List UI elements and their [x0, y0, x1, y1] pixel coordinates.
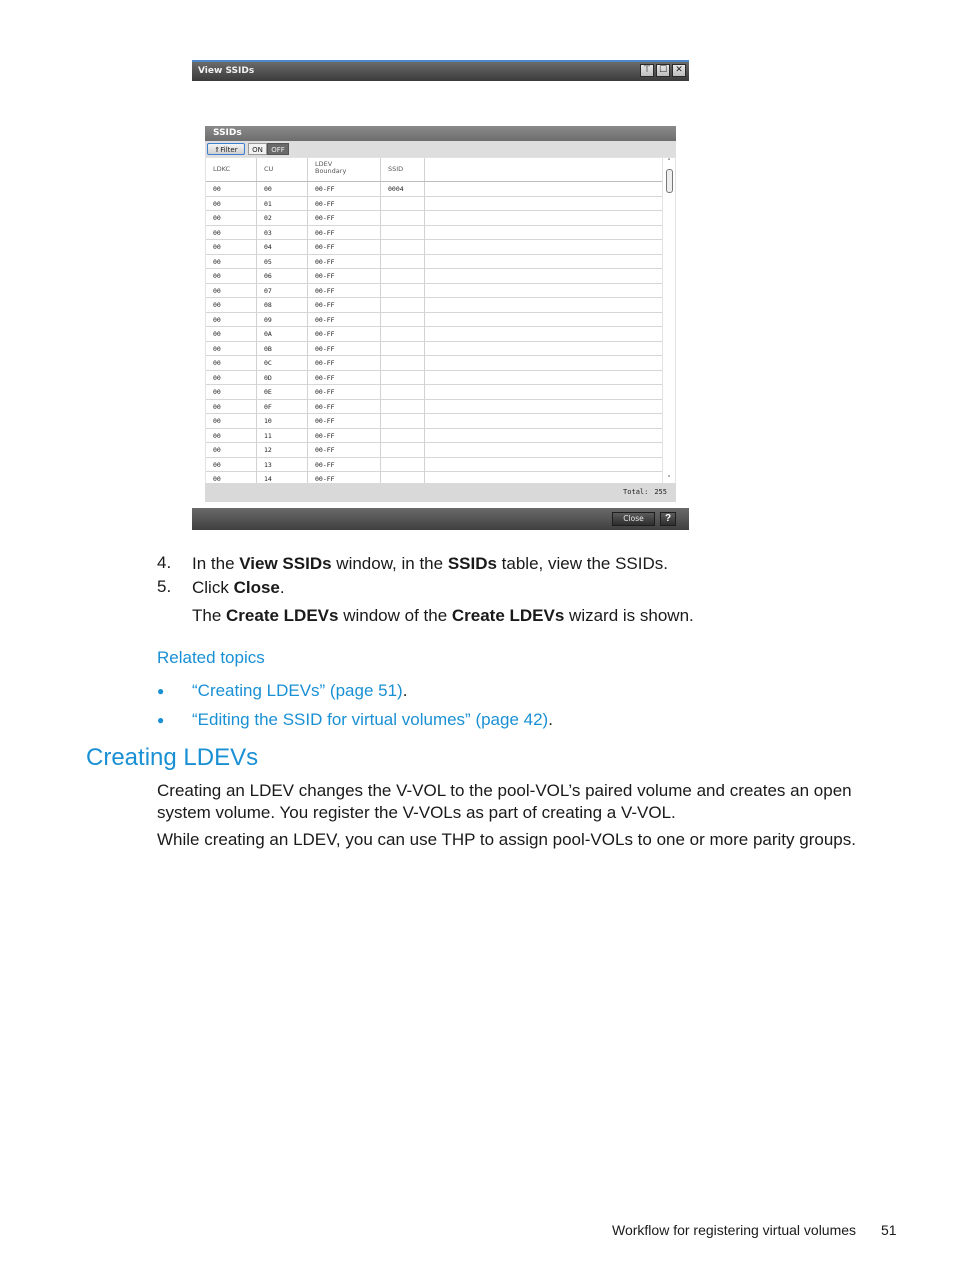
step-number: 4.: [157, 553, 172, 572]
table-cell: 0B: [257, 342, 308, 356]
section-title: Creating LDEVs: [86, 744, 259, 771]
ssids-panel: [205, 126, 676, 502]
column-header-ldev-boundary[interactable]: LDEV Boundary: [308, 158, 381, 181]
filter-off-toggle[interactable]: OFF: [267, 143, 289, 155]
table-cell: 00-FF: [308, 327, 381, 341]
section-paragraph-2: While creating an LDEV, you can use THP to assign pool-VOLs to one or more parity groups.: [157, 830, 856, 849]
column-header-ldkc[interactable]: LDKC: [206, 158, 257, 181]
table-cell: 00: [206, 458, 257, 472]
table-cell-empty: [425, 284, 662, 298]
table-row[interactable]: [206, 327, 662, 342]
table-row[interactable]: [206, 356, 662, 371]
table-row[interactable]: [206, 269, 662, 284]
table-cell: [381, 240, 425, 254]
table-cell: 0E: [257, 385, 308, 399]
table-cell: 00-FF: [308, 298, 381, 312]
related-link-editing-ssid[interactable]: “Editing the SSID for virtual volumes” (page 42): [192, 710, 549, 729]
table-cell: [381, 327, 425, 341]
table-cell: 00-FF: [308, 400, 381, 414]
table-row[interactable]: [206, 385, 662, 400]
table-cell: [381, 400, 425, 414]
table-cell: 00: [206, 226, 257, 240]
table-row[interactable]: [206, 342, 662, 357]
table-cell: 00: [206, 211, 257, 225]
table-cell-empty: [425, 414, 662, 428]
table-cell: [381, 313, 425, 327]
table-cell-empty: [425, 371, 662, 385]
total-value: 255: [654, 488, 667, 496]
table-cell: 0C: [257, 356, 308, 370]
related-topics-heading: Related topics: [157, 648, 265, 667]
table-cell: 09: [257, 313, 308, 327]
table-cell: [381, 284, 425, 298]
table-cell: 00-FF: [308, 342, 381, 356]
table-cell: [381, 298, 425, 312]
table-cell: 00-FF: [308, 356, 381, 370]
related-link-item: “Creating LDEVs” (page 51).: [192, 681, 408, 700]
table-cell-empty: [425, 356, 662, 370]
table-cell: 00-FF: [308, 284, 381, 298]
related-link-item: “Editing the SSID for virtual volumes” (page 42).: [192, 710, 553, 729]
table-cell: 0A: [257, 327, 308, 341]
table-cell: [381, 255, 425, 269]
table-row[interactable]: [206, 182, 662, 197]
filter-on-toggle[interactable]: ON: [248, 143, 267, 155]
table-cell-empty: [425, 443, 662, 457]
close-icon[interactable]: ✕: [672, 64, 686, 77]
table-row[interactable]: [206, 284, 662, 299]
table-cell: 00: [206, 313, 257, 327]
table-cell: 00: [206, 327, 257, 341]
window-footer: [192, 508, 689, 530]
table-cell: 00: [206, 356, 257, 370]
table-cell: 00: [206, 284, 257, 298]
table-cell: 00-FF: [308, 385, 381, 399]
table-cell: [381, 269, 425, 283]
table-row[interactable]: [206, 414, 662, 429]
table-cell: [381, 356, 425, 370]
table-cell: 00: [206, 472, 257, 483]
pin-icon[interactable]: ⊤: [640, 64, 654, 77]
table-header: [206, 158, 662, 182]
table-cell: [381, 414, 425, 428]
table-cell: 00: [206, 443, 257, 457]
table-cell: 01: [257, 197, 308, 211]
footer-page-number: 51: [881, 1222, 897, 1238]
table-cell: 0F: [257, 400, 308, 414]
table-row[interactable]: [206, 472, 662, 483]
table-cell-empty: [425, 269, 662, 283]
scroll-down-icon[interactable]: ˅: [667, 475, 671, 483]
total-bar: [205, 483, 676, 502]
table-row[interactable]: [206, 226, 662, 241]
table-cell: [381, 342, 425, 356]
table-cell: [381, 458, 425, 472]
view-ssids-window: [192, 60, 689, 530]
table-cell: 00: [206, 385, 257, 399]
result-text: The Create LDEVs window of the Create LDEVs wizard is shown.: [192, 606, 694, 625]
table-cell: 12: [257, 443, 308, 457]
table-cell-empty: [425, 429, 662, 443]
table-cell-empty: [425, 197, 662, 211]
step-5-text: Click Close.: [192, 578, 285, 597]
table-cell: 06: [257, 269, 308, 283]
table-cell: 00: [206, 255, 257, 269]
table-cell: 02: [257, 211, 308, 225]
table-cell: 11: [257, 429, 308, 443]
table-cell: 00-FF: [308, 255, 381, 269]
table-cell: 00: [206, 240, 257, 254]
table-cell: 00-FF: [308, 211, 381, 225]
table-cell: 00: [206, 269, 257, 283]
table-cell-empty: [425, 313, 662, 327]
maximize-icon[interactable]: ☐: [656, 64, 670, 77]
table-row[interactable]: [206, 255, 662, 270]
filter-bar: [205, 141, 676, 157]
table-cell: 07: [257, 284, 308, 298]
table-cell: 00: [206, 429, 257, 443]
table-cell-empty: [425, 472, 662, 483]
table-cell: 00-FF: [308, 458, 381, 472]
table-cell-empty: [425, 342, 662, 356]
table-cell: 10: [257, 414, 308, 428]
table-cell-empty: [425, 255, 662, 269]
table-cell: 00: [206, 182, 257, 196]
close-button[interactable]: Close: [612, 512, 655, 526]
table-cell: 0D: [257, 371, 308, 385]
help-button[interactable]: ?: [660, 512, 676, 526]
table-cell-empty: [425, 458, 662, 472]
table-cell: 05: [257, 255, 308, 269]
column-header-cu[interactable]: CU: [257, 158, 308, 181]
table-cell: 14: [257, 472, 308, 483]
table-cell: [381, 429, 425, 443]
table-row[interactable]: [206, 298, 662, 313]
table-cell: 00-FF: [308, 182, 381, 196]
ssids-table: [206, 158, 662, 483]
table-cell: 03: [257, 226, 308, 240]
table-cell: 00-FF: [308, 313, 381, 327]
table-cell: 00-FF: [308, 226, 381, 240]
table-cell: 04: [257, 240, 308, 254]
column-header-ssid[interactable]: SSID: [381, 158, 425, 181]
table-cell: [381, 385, 425, 399]
table-cell: 00-FF: [308, 269, 381, 283]
table-cell-empty: [425, 327, 662, 341]
bullet-icon: ●: [157, 684, 165, 698]
table-cell: 00-FF: [308, 472, 381, 483]
table-cell: 00-FF: [308, 240, 381, 254]
table-row[interactable]: [206, 211, 662, 226]
table-cell: 00: [206, 342, 257, 356]
table-cell: 00: [206, 371, 257, 385]
table-cell: [381, 371, 425, 385]
bullet-icon: ●: [157, 713, 165, 727]
table-cell: [381, 211, 425, 225]
table-cell: [381, 197, 425, 211]
filter-button[interactable]: ⇑Filter: [207, 143, 245, 155]
table-cell-empty: [425, 226, 662, 240]
table-cell: 00-FF: [308, 414, 381, 428]
table-row[interactable]: [206, 313, 662, 328]
table-body: [206, 182, 662, 483]
table-row[interactable]: [206, 197, 662, 212]
table-cell: 00: [206, 197, 257, 211]
table-cell: 00: [206, 298, 257, 312]
column-header-empty: [425, 158, 662, 181]
panel-title: SSIDs: [213, 128, 242, 138]
table-row[interactable]: [206, 458, 662, 473]
vertical-scrollbar[interactable]: [663, 158, 675, 483]
table-cell-empty: [425, 182, 662, 196]
scroll-thumb[interactable]: [666, 169, 673, 193]
table-cell-empty: [425, 211, 662, 225]
table-cell: 00: [206, 400, 257, 414]
table-cell: 00-FF: [308, 371, 381, 385]
table-cell: 00: [206, 414, 257, 428]
step-number: 5.: [157, 577, 172, 596]
table-row[interactable]: [206, 443, 662, 458]
total-label: Total:: [623, 488, 649, 496]
table-cell: 08: [257, 298, 308, 312]
table-cell: 13: [257, 458, 308, 472]
table-cell: 00: [257, 182, 308, 196]
table-cell: 00-FF: [308, 197, 381, 211]
footer-chapter: Workflow for registering virtual volumes: [612, 1222, 857, 1238]
scroll-up-icon[interactable]: ˄: [667, 158, 671, 166]
table-row[interactable]: [206, 371, 662, 386]
panel-header: [205, 126, 676, 141]
table-cell-empty: [425, 298, 662, 312]
window-titlebar: [192, 60, 689, 81]
window-title: View SSIDs: [198, 66, 255, 76]
table-row[interactable]: [206, 400, 662, 415]
table-cell: [381, 226, 425, 240]
table-cell: 0004: [381, 182, 425, 196]
step-4-text: In the View SSIDs window, in the SSIDs table, view the SSIDs.: [192, 554, 668, 573]
table-cell-empty: [425, 240, 662, 254]
table-cell: [381, 472, 425, 483]
table-row[interactable]: [206, 429, 662, 444]
table-cell: 00-FF: [308, 429, 381, 443]
table-cell-empty: [425, 385, 662, 399]
table-row[interactable]: [206, 240, 662, 255]
table-cell: [381, 443, 425, 457]
table-cell: 00-FF: [308, 443, 381, 457]
section-paragraph-1: Creating an LDEV changes the V-VOL to the pool-VOL’s paired volume and creates an open system volume. You register the V-VOLs as part of creating a V-VOL.: [157, 781, 852, 822]
table-cell-empty: [425, 400, 662, 414]
related-link-creating-ldevs[interactable]: “Creating LDEVs” (page 51): [192, 681, 403, 700]
